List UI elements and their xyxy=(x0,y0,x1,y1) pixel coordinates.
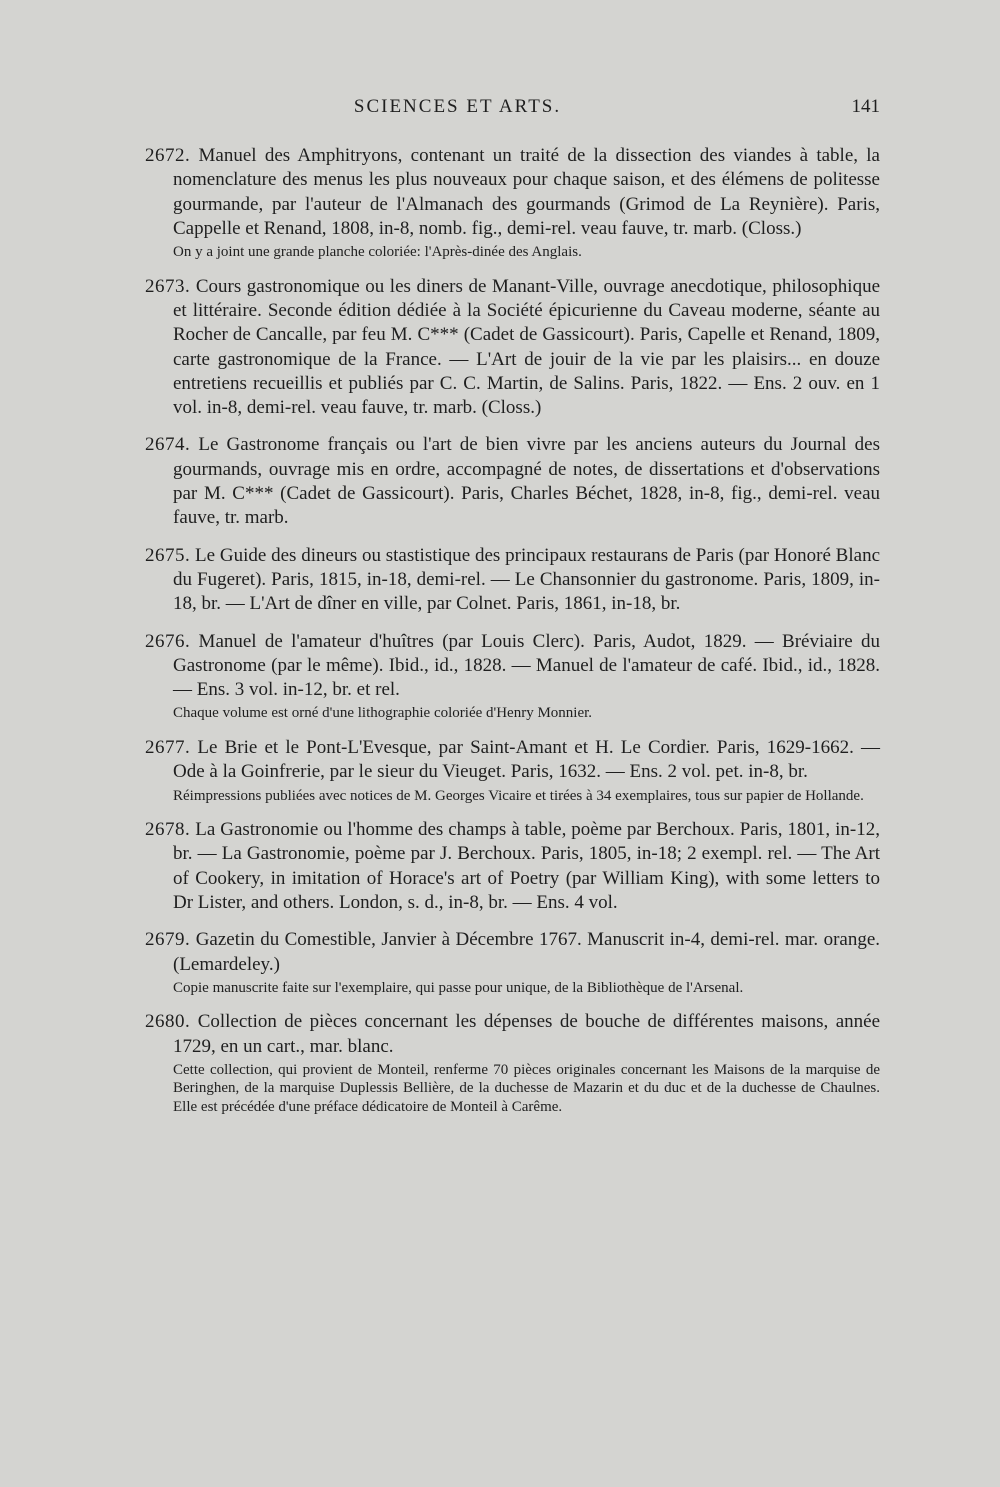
catalogue-entries xyxy=(145,144,880,1129)
entry-description: Manuel de l'amateur d'huîtres (par Louis Clerc). Paris, Audot, 1829. — Bréviaire du Gastronome (par le même). Ibid., id., 1828. — Manuel de l'amateur de café. Ibid., id., 1828. — Ens. 3 vol. in-12, br. et rel. xyxy=(173,630,881,701)
catalogue-entry xyxy=(145,1010,880,1116)
entry-note: Cette collection, qui provient de Monteil, renferme 70 pièces originales concernant les Maisons de la marquise de Beringhen, de la marquise Duplessis Bellière, de la duchesse de Mazarin et du duc et de la duchesse de Chaulnes. Elle est précédée d'une préface dédicatoire de Monteil à Carême. xyxy=(173,1061,880,1115)
entry-text-block xyxy=(145,736,880,785)
entry-description: Cours gastronomique ou les diners de Manant-Ville, ouvrage anecdotique, philosophique et littéraire. Seconde édition dédiée à la Société épicurienne du Caveau moderne, séante au Rocher de Cancalle, par feu M. C*** (Cadet de Gassicourt). Paris, Capelle et Renand, 1809, carte gastronomique de la France. — L'Art de jouir de la vie par les plaisirs... en douze entretiens recueillis et publiés par C. C. Martin, de Salins. Paris, 1822. — Ens. 2 ouv. en 1 vol. in-8, demi-rel. veau fauve, tr. marb. (Closs.) xyxy=(173,275,880,419)
entry-description: La Gastronomie ou l'homme des champs à table, poème par Berchoux. Paris, 1801, in-12, br. — La Gastronomie, poème par J. Berchoux. Paris, 1805, in-18; 2 exempl. rel. — The Art of Cookery, in imitation of Horace's art of Poetry (par William King), with some letters to Dr Lister, and others. London, s. d., in-8, br. — Ens. 4 vol. xyxy=(173,819,880,913)
entry-number: 2676. xyxy=(145,630,191,652)
entry-description: Le Gastronome français ou l'art de bien vivre par les anciens auteurs du Journal des gourmands, ouvrage mis en ordre, accompagné de notes, de dissertations et d'observations par M. C*** (Cadet de Gassicourt). Paris, Charles Béchet, 1828, in-8, fig., demi-rel. veau fauve, tr. marb. xyxy=(173,434,881,529)
entry-description: Le Brie et le Pont-L'Evesque, par Saint-Amant et H. Le Cordier. Paris, 1629-1662. — Ode à la Goinfrerie, par le sieur du Vieuget. Paris, 1632. — Ens. 2 vol. pet. in-8, br. xyxy=(173,736,881,783)
entry-description: Manuel des Amphitryons, contenant un traité de la dissection des viandes à table, la nomenclature des menus les plus nouveaux pour chaque saison, et des élémens de politesse gourmande, par l'auteur de l'Almanach des gourmands (Grimod de La Reynière). Paris, Cappelle et Renand, 1808, in-8, nomb. fig., demi-rel. veau fauve, tr. marb. (Closs.) xyxy=(173,145,880,239)
entry-description: Gazetin du Comestible, Janvier à Décembre 1767. Manuscrit in-4, demi-rel. mar. orange. (Lemardeley.) xyxy=(173,929,881,975)
entry-text-block xyxy=(145,630,880,703)
entry-text-block xyxy=(145,818,880,915)
entry-text-block xyxy=(145,275,880,421)
entry-number: 2677. xyxy=(145,736,191,758)
catalogue-entry xyxy=(145,630,880,723)
entry-text-block xyxy=(145,433,880,530)
catalogue-entry xyxy=(145,928,880,997)
entry-number: 2675. xyxy=(145,544,191,566)
page-number: 141 xyxy=(851,96,880,117)
entry-description: Le Guide des dineurs ou stastistique des principaux restaurans de Paris (par Honoré Blanc du Fugeret). Paris, 1815, in-18, demi-rel. — Le Chansonnier du gastronome. Paris, 1809, in-18, br. — L'Art de dîner en ville, par Colnet. Paris, 1861, in-18, br. xyxy=(173,544,880,615)
entry-number: 2680. xyxy=(145,1011,191,1033)
entry-text-block xyxy=(145,544,880,617)
entry-number: 2678. xyxy=(145,819,191,841)
entry-text-block xyxy=(145,1010,880,1059)
entry-number: 2673. xyxy=(145,275,191,297)
catalogue-entry xyxy=(145,433,880,530)
catalogue-entry xyxy=(145,736,880,805)
entry-number: 2679. xyxy=(145,929,191,951)
catalogue-entry xyxy=(145,275,880,421)
entry-text-block xyxy=(145,144,880,241)
entry-note: Réimpressions publiées avec notices de M. Georges Vicaire et tirées à 34 exemplaires, tous sur papier de Hollande. xyxy=(173,787,864,804)
entry-number: 2674. xyxy=(145,434,191,456)
catalogue-entry xyxy=(145,818,880,915)
entry-note: Chaque volume est orné d'une lithographie coloriée d'Henry Monnier. xyxy=(173,705,593,722)
entry-note: Copie manuscrite faite sur l'exemplaire, qui passe pour unique, de la Bibliothèque de l'Arsenal. xyxy=(173,979,744,996)
entry-description: Collection de pièces concernant les dépenses de bouche de différentes maisons, année 1729, en un cart., mar. blanc. xyxy=(173,1011,880,1057)
page-header xyxy=(145,96,880,126)
running-head: SCIENCES ET ARTS. xyxy=(353,96,562,117)
entry-text-block xyxy=(145,928,880,977)
entry-note: On y a joint une grande planche coloriée: l'Après-dinée des Anglais. xyxy=(173,244,582,261)
entry-number: 2672. xyxy=(145,145,191,166)
catalogue-entry xyxy=(145,544,880,617)
catalogue-entry xyxy=(145,144,880,262)
